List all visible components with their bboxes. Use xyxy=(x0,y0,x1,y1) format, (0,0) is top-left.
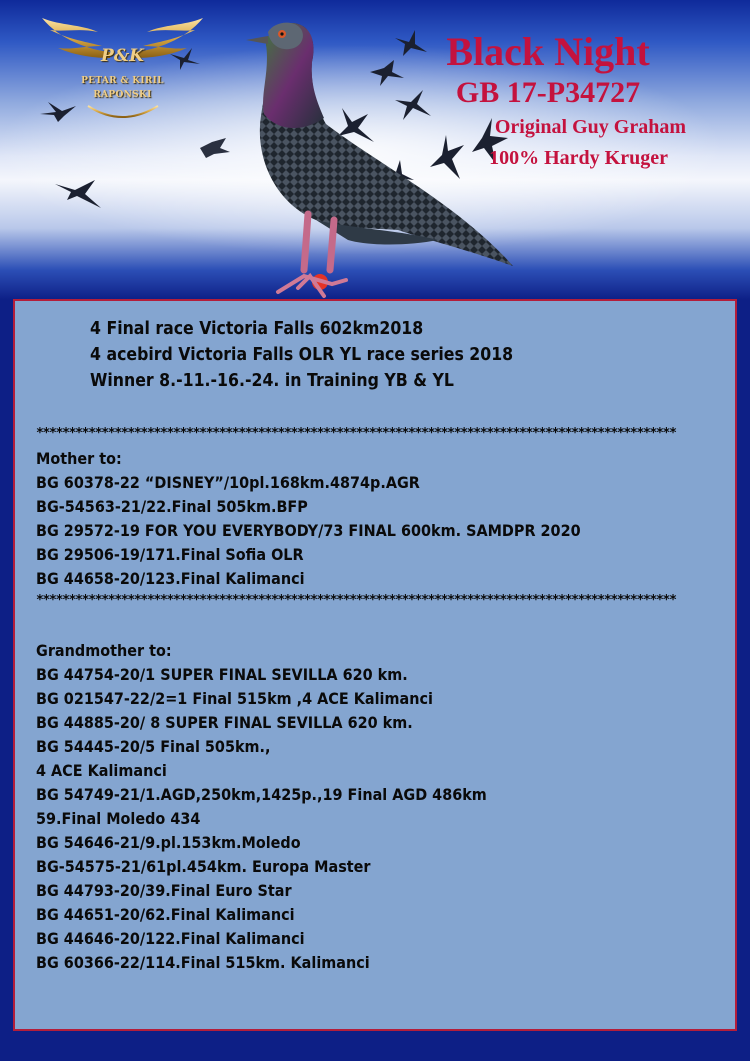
flying-pigeon-icon xyxy=(200,138,230,158)
logo-line-2: RAPONSKI xyxy=(93,90,152,100)
achievement-line: 4 acebird Victoria Falls OLR YL race series 2018 xyxy=(90,345,514,365)
separator: ************************************************************************************************** xyxy=(36,594,676,608)
logo-line-1: PETAR & KIRIL xyxy=(81,76,164,86)
separator: ************************************************************************************************** xyxy=(36,427,676,441)
list-item: BG 44754-20/1 SUPER FINAL SEVILLA 620 km. xyxy=(36,665,408,684)
mother-heading: Mother to: xyxy=(36,449,122,468)
list-item: BG 54646-21/9.pl.153km.Moledo xyxy=(36,833,301,852)
list-item: 59.Final Moledo 434 xyxy=(36,809,201,828)
title-block xyxy=(398,30,698,171)
list-item: BG 44793-20/39.Final Euro Star xyxy=(36,881,292,900)
flying-pigeon-icon xyxy=(170,48,200,70)
logo-monogram: P&K xyxy=(101,46,144,66)
achievement-line: 4 Final race Victoria Falls 602km2018 xyxy=(90,319,424,339)
list-item: BG 54445-20/5 Final 505km., xyxy=(36,737,271,756)
list-item: BG 54749-21/1.AGD,250km,1425p.,19 Final AGD 486km xyxy=(36,785,487,804)
pigeon-name: Black Night xyxy=(446,29,650,74)
list-item: BG 29572-19 FOR YOU EVERYBODY/73 FINAL 600km. SAMDPR 2020 xyxy=(36,521,581,540)
grandmother-heading: Grandmother to: xyxy=(36,641,172,660)
list-item: BG-54563-21/22.Final 505km.BFP xyxy=(36,497,308,516)
flying-pigeon-icon xyxy=(40,102,76,122)
list-item: 4 ACE Kalimanci xyxy=(36,761,167,780)
list-item: BG-54575-21/61pl.454km. Europa Master xyxy=(36,857,371,876)
list-item: BG 44651-20/62.Final Kalimanci xyxy=(36,905,295,924)
pedigree-panel xyxy=(13,299,737,1031)
ring-number: GB 17-P34727 xyxy=(455,76,641,109)
list-item: BG 60378-22 “DISNEY”/10pl.168km.4874p.AGR xyxy=(36,473,420,492)
list-item: BG 021547-22/2=1 Final 515km ,4 ACE Kalimanci xyxy=(36,689,433,708)
origin-line: Original Guy Graham xyxy=(494,116,686,138)
list-item: BG 29506-19/171.Final Sofia OLR xyxy=(36,545,304,564)
list-item: BG 44646-20/122.Final Kalimanci xyxy=(36,929,305,948)
list-item: BG 44658-20/123.Final Kalimanci xyxy=(36,569,305,588)
flying-pigeon-icon xyxy=(55,180,101,208)
list-item: BG 60366-22/114.Final 515km. Kalimanci xyxy=(36,953,370,972)
list-item: BG 44885-20/ 8 SUPER FINAL SEVILLA 620 km. xyxy=(36,713,413,732)
bloodline-line: 100% Hardy Kruger xyxy=(489,147,668,169)
achievement-line: Winner 8.-11.-16.-24. in Training YB & YL xyxy=(90,371,454,391)
header-banner xyxy=(0,0,750,300)
